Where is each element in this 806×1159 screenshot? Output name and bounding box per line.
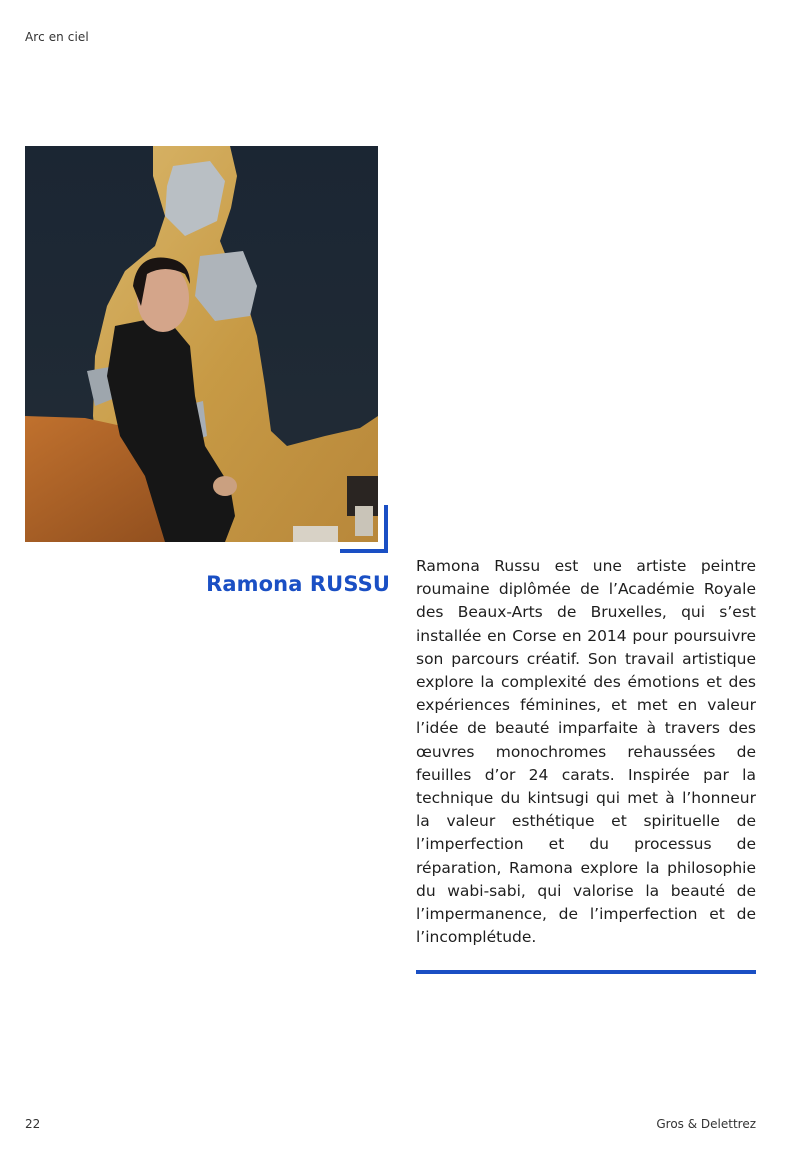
corner-bracket: [340, 505, 388, 553]
section-divider: [416, 970, 756, 974]
artist-name: Ramona RUSSU: [206, 572, 390, 596]
page-number: 22: [25, 1117, 41, 1131]
artist-biography: Ramona Russu est une artiste peintre roumaine diplômée de l’Académie Royale des Beaux-Arts de Bruxelles, qui s’est installée en Corse en 2014 pour poursuivre son parcours créatif. Son travail artistique explore la complexité des émotions et des expériences féminines, et met en valeur l’idée de beauté imparfaite à travers des œuvres monochromes rehaussées de feuilles d’or 24 carats. Inspirée par la technique du kintsugi qui met à l’honneur la valeur esthétique et spirituelle de l’imperfection et du processus de réparation, Ramona explore la philosophie du wabi-sabi, qui valorise la beauté de l’impermanence, de l’imperfection et de l’incomplétude.: [416, 557, 756, 947]
artist-photo: [25, 146, 378, 542]
publisher-name: Gros & Delettrez: [656, 1117, 756, 1131]
running-header: Arc en ciel: [25, 30, 89, 44]
